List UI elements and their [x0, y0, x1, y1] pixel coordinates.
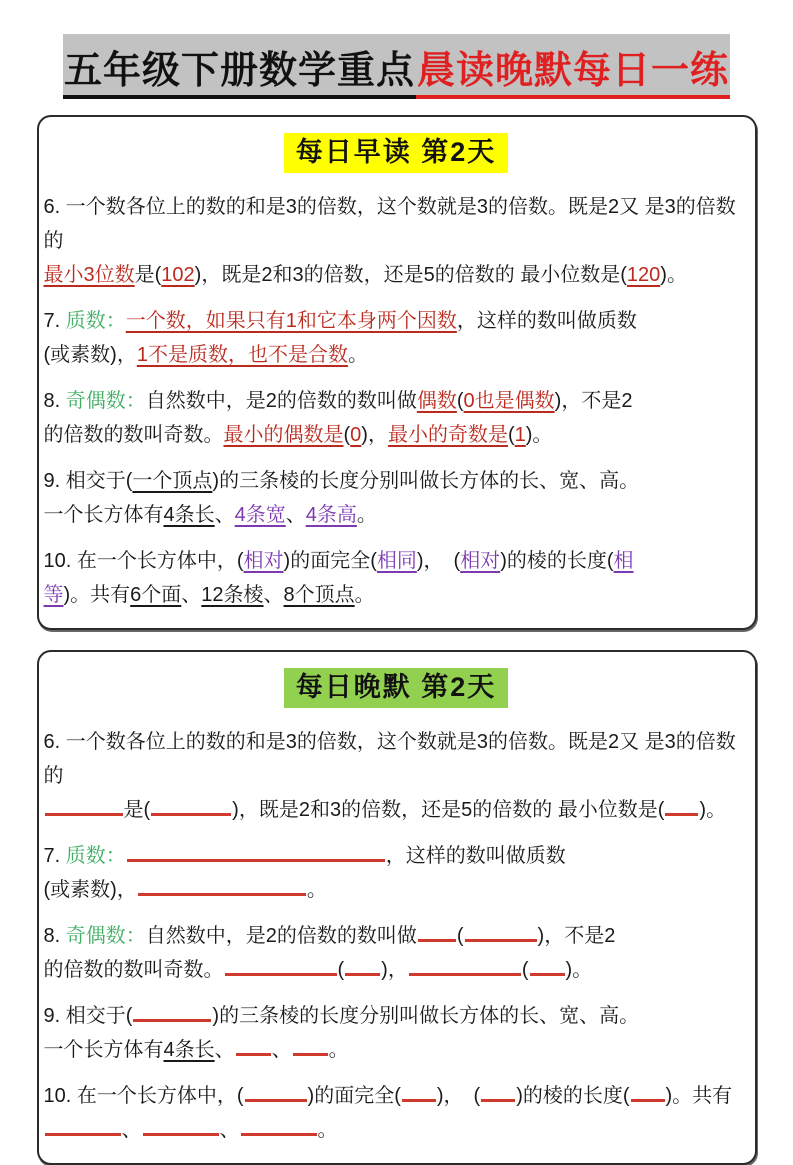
evening-recitation-header: 每日晚默 第2天	[284, 668, 509, 708]
text-segment: ，这样的数叫做质数	[385, 845, 566, 867]
fill-in-blank[interactable]	[481, 1080, 515, 1102]
text-segment: )。共有	[665, 1085, 733, 1107]
text-segment: 质数：	[65, 310, 126, 332]
page-title	[0, 34, 793, 99]
text-segment: )的三条棱的长度分别叫做长方体的长、宽、高。	[212, 1005, 640, 1027]
morning-reading-header: 每日早读 第2天	[284, 133, 509, 173]
text-segment: 6. 一个数各位上的数的和是3的倍数，这个数就是3的倍数。既是2又 是3的倍数的	[43, 731, 736, 787]
worksheet-item	[44, 464, 749, 532]
text-line	[44, 384, 749, 418]
text-segment: )的棱的长度(	[516, 1085, 630, 1107]
text-segment: )。	[660, 264, 687, 286]
worksheet-item	[44, 544, 749, 612]
fill-in-blank[interactable]	[402, 1080, 436, 1102]
fill-in-blank[interactable]	[225, 954, 337, 976]
text-segment: 、	[219, 1119, 240, 1141]
text-line	[44, 304, 749, 338]
text-segment: 8.	[43, 925, 66, 947]
text-segment: 0	[350, 424, 362, 446]
fill-in-blank[interactable]	[236, 1034, 271, 1056]
text-line	[44, 725, 749, 793]
text-segment: 8.	[43, 390, 66, 412]
fill-in-blank[interactable]	[631, 1080, 665, 1102]
text-segment: )。	[525, 424, 553, 446]
text-segment: )，不是2	[537, 925, 616, 947]
text-segment: 自然数中，是2的倍数的数叫做	[145, 390, 417, 412]
fill-in-blank[interactable]	[241, 1114, 317, 1136]
text-segment: 6个面	[130, 584, 182, 606]
text-segment: )，不是2	[554, 390, 633, 412]
worksheet-item	[44, 839, 749, 907]
page-title-black-part: 五年级下册数学重点	[63, 34, 416, 99]
fill-in-blank[interactable]	[45, 794, 123, 816]
worksheet-item	[44, 304, 749, 372]
fill-in-blank[interactable]	[409, 954, 521, 976]
text-segment: 9. 相交于(	[43, 470, 133, 492]
text-segment: 相对	[460, 550, 501, 572]
text-segment: 一个长方体有	[43, 1039, 164, 1061]
text-segment: 奇偶数：	[65, 925, 146, 947]
text-segment: 9. 相交于(	[43, 1005, 133, 1027]
text-segment: (	[337, 959, 345, 981]
text-segment: 质数：	[65, 845, 126, 867]
fill-in-blank[interactable]	[245, 1080, 307, 1102]
worksheet-item	[44, 190, 749, 292]
fill-in-blank[interactable]	[665, 794, 698, 816]
worksheet-item	[44, 1079, 749, 1147]
text-segment: )的面完全(	[307, 1085, 401, 1107]
text-line	[44, 418, 749, 452]
section-evening-recitation	[37, 650, 757, 1165]
text-segment: 一个数，如果只有1和它本身两个因数	[125, 310, 457, 332]
text-segment: 。	[356, 504, 377, 526]
text-line	[44, 1113, 749, 1147]
text-line	[44, 999, 749, 1033]
section-morning-reading	[37, 115, 757, 630]
text-segment: (或素数)，	[43, 344, 137, 366]
text-segment: 。	[328, 1039, 349, 1061]
text-segment: (	[521, 959, 529, 981]
text-segment: 相对	[243, 550, 284, 572]
text-segment: 1不是质数，也不是合数	[136, 344, 348, 366]
text-segment: 102	[161, 264, 195, 286]
text-segment: 0也是偶数	[463, 390, 555, 412]
text-segment: 4条长	[163, 1039, 215, 1061]
text-segment: 10. 在一个长方体中，(	[43, 550, 244, 572]
text-line	[44, 793, 749, 827]
text-segment: )的三条棱的长度分别叫做长方体的长、宽、高。	[212, 470, 640, 492]
text-line	[44, 338, 749, 372]
text-line	[44, 578, 749, 612]
text-line	[44, 464, 749, 498]
text-segment: )。	[565, 959, 593, 981]
text-segment: 最小3位数	[43, 264, 135, 286]
text-segment: )，既是2和3的倍数，还是5的倍数的 最小位数是(	[194, 264, 627, 286]
text-segment: )。共有	[63, 584, 131, 606]
text-segment: 一个顶点	[132, 470, 213, 492]
text-segment: 10. 在一个长方体中，(	[43, 1085, 244, 1107]
text-line	[44, 873, 749, 907]
text-line	[44, 1033, 749, 1067]
text-segment: 等	[43, 584, 64, 606]
text-segment: )， (	[416, 550, 461, 572]
text-segment: 偶数	[416, 390, 457, 412]
fill-in-blank[interactable]	[143, 1114, 219, 1136]
worksheet-item	[44, 725, 749, 827]
text-segment: 相同	[376, 550, 417, 572]
text-segment: 。	[347, 344, 368, 366]
text-segment: 120	[626, 264, 661, 286]
evening-recitation-header-row	[44, 665, 749, 704]
fill-in-blank[interactable]	[293, 1034, 328, 1056]
text-segment: 相	[613, 550, 634, 572]
text-segment: )。	[699, 799, 727, 821]
worksheet-item	[44, 919, 749, 987]
fill-in-blank[interactable]	[138, 874, 306, 896]
text-line	[44, 953, 749, 987]
text-segment: )，	[381, 959, 408, 981]
text-line	[44, 1079, 749, 1113]
text-segment: 8个顶点	[283, 584, 355, 606]
fill-in-blank[interactable]	[151, 794, 231, 816]
text-segment: )的面完全(	[283, 550, 377, 572]
text-segment: 7.	[43, 310, 66, 332]
text-segment: 。	[306, 879, 327, 901]
text-segment: 。	[317, 1119, 338, 1141]
text-segment: 。	[354, 584, 375, 606]
text-segment: 是(	[134, 264, 162, 286]
text-segment: )，既是2和3的倍数，还是5的倍数的 最小位数是(	[232, 799, 665, 821]
text-segment: 、	[214, 504, 235, 526]
text-segment: )，	[361, 424, 388, 446]
fill-in-blank[interactable]	[345, 954, 380, 976]
text-segment: 、	[214, 1039, 235, 1061]
text-segment: 1	[514, 424, 526, 446]
morning-reading-items	[44, 190, 749, 612]
text-segment: 、	[263, 584, 284, 606]
text-segment: 4条宽	[234, 504, 286, 526]
text-segment: 4条高	[305, 504, 357, 526]
text-segment: 7.	[43, 845, 66, 867]
morning-reading-header-row	[44, 130, 749, 169]
page-title-red-part: 晨读晚默每日一练	[416, 34, 730, 99]
text-segment: 奇偶数：	[65, 390, 146, 412]
evening-recitation-items	[44, 725, 749, 1147]
text-segment: 、	[285, 504, 306, 526]
text-segment: 4条长	[163, 504, 215, 526]
text-line	[44, 258, 749, 292]
text-segment: 12条棱	[201, 584, 264, 606]
fill-in-blank[interactable]	[45, 1114, 121, 1136]
text-line	[44, 498, 749, 532]
text-segment: 最小的偶数是	[223, 424, 344, 446]
text-segment: 的倍数的数叫奇数。	[43, 959, 224, 981]
text-segment: 、	[181, 584, 202, 606]
fill-in-blank[interactable]	[127, 840, 385, 862]
text-segment: (	[456, 925, 464, 947]
fill-in-blank[interactable]	[418, 920, 456, 942]
text-segment: ，这样的数叫做质数	[456, 310, 637, 332]
text-segment: 最小的奇数是	[387, 424, 508, 446]
text-line	[44, 839, 749, 873]
text-segment: 、	[121, 1119, 142, 1141]
text-segment: 、	[271, 1039, 292, 1061]
text-segment: (或素数)，	[43, 879, 137, 901]
worksheet-item	[44, 384, 749, 452]
worksheet-item	[44, 999, 749, 1067]
text-segment: 6. 一个数各位上的数的和是3的倍数，这个数就是3的倍数。既是2又 是3的倍数的	[43, 196, 736, 252]
text-segment: (	[456, 390, 464, 412]
text-line	[44, 190, 749, 258]
text-segment: (	[507, 424, 515, 446]
text-line	[44, 544, 749, 578]
fill-in-blank[interactable]	[465, 920, 537, 942]
text-segment: (	[343, 424, 351, 446]
text-line	[44, 919, 749, 953]
text-segment: 自然数中，是2的倍数的数叫做	[145, 925, 417, 947]
text-segment: 一个长方体有	[43, 504, 164, 526]
text-segment: )， (	[436, 1085, 481, 1107]
text-segment: 是(	[123, 799, 151, 821]
fill-in-blank[interactable]	[133, 1000, 211, 1022]
fill-in-blank[interactable]	[530, 954, 565, 976]
text-segment: )的棱的长度(	[500, 550, 614, 572]
text-segment: 的倍数的数叫奇数。	[43, 424, 224, 446]
